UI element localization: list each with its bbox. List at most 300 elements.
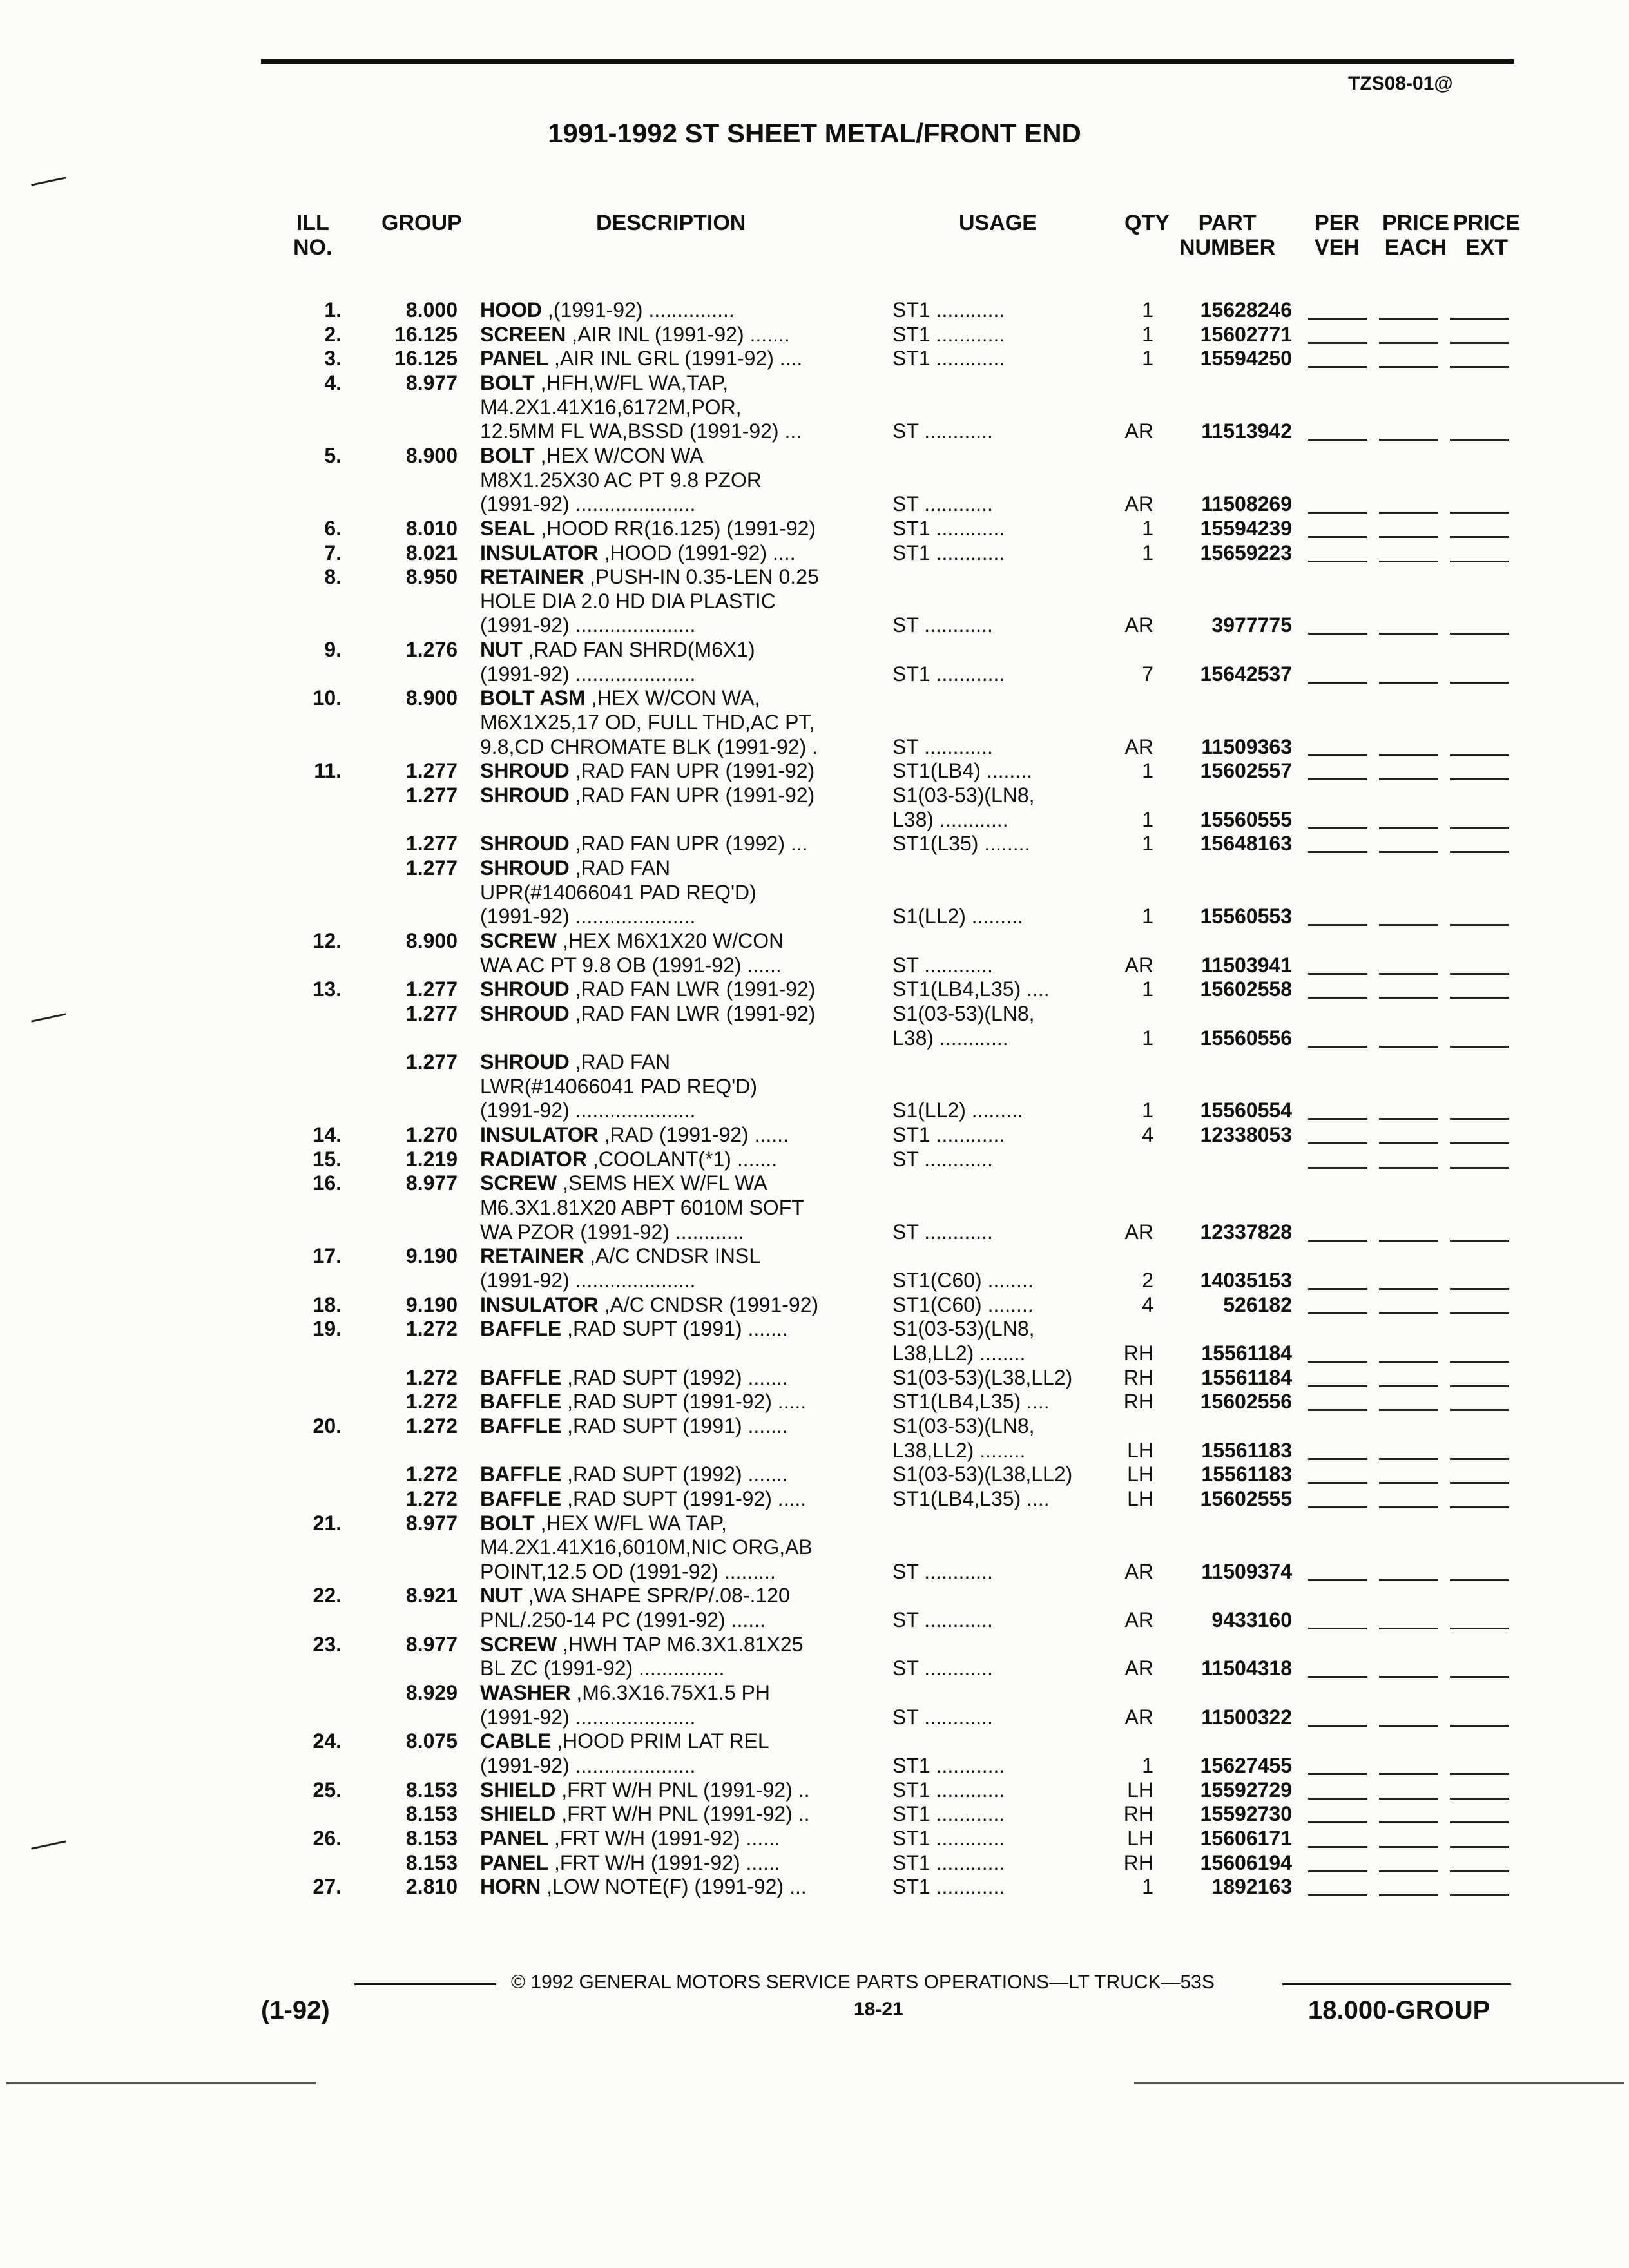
table-row <box>0 323 1629 347</box>
quantity: AR <box>1124 1657 1153 1680</box>
group-number: 16.125 <box>394 322 458 346</box>
price-each-blank <box>1379 997 1438 999</box>
ill-number: 13. <box>313 977 342 1001</box>
price-blanks <box>1308 298 1514 322</box>
group-number: 8.900 <box>405 686 458 710</box>
part-number: 11513942 <box>1201 419 1292 443</box>
price-each-blank <box>1379 1846 1438 1848</box>
description <box>480 444 704 468</box>
part-name: BOLT <box>480 370 535 394</box>
ill-number: 21. <box>313 1511 342 1535</box>
price-ext-blank <box>1450 827 1509 829</box>
part-name: RADIATOR <box>480 1147 587 1171</box>
price-each-blank <box>1379 1288 1438 1290</box>
table-row <box>0 1196 1629 1220</box>
per-veh-blank <box>1308 1798 1367 1800</box>
part-name: NUT <box>480 638 523 662</box>
table-row <box>0 590 1629 613</box>
table-row <box>0 347 1629 370</box>
price-blanks <box>1308 1802 1514 1826</box>
quantity: AR <box>1124 1705 1153 1729</box>
group-number: 1.272 <box>405 1486 458 1510</box>
group-number: 16.125 <box>394 347 458 370</box>
price-each-blank <box>1379 1458 1438 1460</box>
table-row <box>0 1220 1629 1244</box>
price-each-blank <box>1379 682 1438 684</box>
per-veh-blank <box>1308 1482 1367 1484</box>
per-veh-blank <box>1308 1361 1367 1363</box>
usage: ST1 ............ <box>892 1754 1005 1777</box>
part-name: BAFFLE <box>480 1463 562 1486</box>
group-number: 8.153 <box>405 1850 458 1874</box>
part-name: BAFFLE <box>480 1365 562 1389</box>
usage: ST ............ <box>892 1608 993 1632</box>
table-row <box>0 1002 1629 1026</box>
description <box>480 929 784 953</box>
price-blanks <box>1308 1026 1514 1050</box>
usage: L38) ............ <box>892 807 1008 831</box>
description <box>480 1851 780 1875</box>
quantity: 1 <box>1142 1099 1153 1122</box>
price-ext-blank <box>1450 1361 1509 1363</box>
part-number: 15602558 <box>1200 977 1292 1001</box>
description <box>480 1827 780 1850</box>
table-row <box>0 565 1629 589</box>
description-detail: (1991-92) ..................... <box>480 492 696 516</box>
group-number: 8.977 <box>405 370 458 394</box>
part-number: 11509363 <box>1201 735 1292 758</box>
part-number: 3977775 <box>1211 613 1292 637</box>
price-each-blank <box>1379 778 1438 780</box>
usage: ST1(LB4,L35) .... <box>892 977 1050 1001</box>
part-name: PANEL <box>480 347 549 370</box>
part-number: 9433160 <box>1211 1608 1292 1632</box>
quantity: RH <box>1123 1341 1153 1365</box>
table-row <box>0 1269 1629 1293</box>
description <box>480 1317 788 1341</box>
description <box>480 1075 757 1099</box>
description-detail: ,HEX M6X1X20 W/CON <box>557 928 784 952</box>
price-ext-blank <box>1450 1725 1509 1727</box>
header-per-veh: PER VEH <box>1315 211 1360 260</box>
price-blanks <box>1308 735 1514 759</box>
description-detail: WA PZOR (1991-92) ............ <box>480 1220 744 1244</box>
table-row <box>0 1463 1629 1486</box>
description-detail: ,HOOD RR(16.125) (1991-92) <box>535 516 816 540</box>
description-detail: ,HFH,W/FL WA,TAP, <box>534 370 729 394</box>
price-blanks <box>1308 1123 1514 1147</box>
part-number: 11504318 <box>1201 1657 1292 1680</box>
part-number: 15602557 <box>1200 759 1292 783</box>
price-ext-blank <box>1450 536 1509 538</box>
description-detail: ,AIR INL GRL (1991-92) .... <box>548 347 803 370</box>
table-row <box>0 1608 1629 1632</box>
part-name: SHIELD <box>480 1802 556 1826</box>
top-rule <box>261 59 1514 64</box>
group-number: 8.900 <box>405 443 458 467</box>
price-blanks <box>1308 808 1514 832</box>
part-name: INSULATOR <box>480 1123 599 1147</box>
description <box>480 1099 695 1122</box>
part-name: SCREW <box>480 1171 557 1195</box>
description-detail: M6.3X1.81X20 ABPT 6010M SOFT <box>480 1196 804 1220</box>
description-detail: 9.8,CD CHROMATE BLK (1991-92) . <box>480 735 818 758</box>
table-row <box>0 1875 1629 1899</box>
part-number: 15594250 <box>1200 347 1292 370</box>
price-each-blank <box>1379 512 1438 514</box>
price-each-blank <box>1379 1312 1438 1314</box>
part-name: BAFFLE <box>480 1317 562 1341</box>
ill-number: 18. <box>313 1293 342 1316</box>
description <box>480 638 755 662</box>
description-detail: ,A/C CNDSR (1991-92) <box>598 1293 819 1316</box>
description-detail: UPR(#14066041 PAD REQ'D) <box>480 880 757 904</box>
table-row <box>0 541 1629 565</box>
price-blanks <box>1308 1706 1514 1729</box>
description-detail: HOLE DIA 2.0 HD DIA PLASTIC <box>480 589 776 613</box>
description <box>480 541 796 565</box>
table-row <box>0 1584 1629 1608</box>
group-number: 8.921 <box>405 1584 458 1608</box>
usage: S1(03-53)(LN8, <box>892 1001 1035 1025</box>
description-detail: ,RAD FAN LWR (1991-92) <box>569 977 816 1001</box>
group-number: 1.276 <box>405 638 458 662</box>
group-number: 1.277 <box>405 856 458 879</box>
usage: ST1 ............ <box>892 662 1005 686</box>
usage: ST ............ <box>892 492 993 516</box>
usage: ST1(C60) ........ <box>892 1269 1034 1292</box>
group-number: 1.272 <box>405 1463 458 1486</box>
price-blanks <box>1308 323 1514 347</box>
quantity: 1 <box>1142 541 1153 564</box>
table-row <box>0 711 1629 735</box>
usage: S1(LL2) ......... <box>892 905 1023 928</box>
quantity: LH <box>1127 1826 1153 1850</box>
table-row <box>0 1341 1629 1365</box>
table-row <box>0 1414 1629 1438</box>
group-number: 18.000-GROUP <box>1308 1996 1490 2024</box>
group-number: 8.010 <box>405 516 458 540</box>
group-number: 1.270 <box>405 1123 458 1147</box>
usage: ST1 ............ <box>892 516 1005 540</box>
quantity: LH <box>1127 1438 1153 1462</box>
per-veh-blank <box>1308 682 1367 684</box>
table-row <box>0 1317 1629 1341</box>
description <box>480 347 802 370</box>
price-blanks <box>1308 1560 1514 1584</box>
description-detail: (1991-92) ..................... <box>480 613 696 637</box>
usage: ST1 ............ <box>892 1123 1005 1147</box>
description-detail: ,HOOD (1991-92) .... <box>598 541 796 564</box>
ill-number: 10. <box>313 686 342 710</box>
ill-number: 23. <box>313 1632 342 1656</box>
group-number: 8.977 <box>405 1632 458 1656</box>
description <box>480 1778 810 1802</box>
ill-number: 17. <box>313 1244 342 1268</box>
price-each-blank <box>1379 366 1438 368</box>
description <box>480 1269 695 1293</box>
table-row <box>0 613 1629 637</box>
usage: ST1 ............ <box>892 1778 1005 1802</box>
ill-number: 25. <box>313 1778 342 1802</box>
price-ext-blank <box>1450 342 1509 344</box>
price-blanks <box>1308 1608 1514 1632</box>
quantity: AR <box>1124 953 1153 977</box>
price-each-blank <box>1379 1870 1438 1872</box>
description-detail: ,RAD FAN SHRD(M6X1) <box>522 638 755 662</box>
description <box>480 1706 695 1729</box>
price-each-blank <box>1379 1628 1438 1629</box>
ill-number: 9. <box>324 638 342 662</box>
table-row <box>0 468 1629 492</box>
group-number: 8.977 <box>405 1171 458 1195</box>
part-name: BOLT <box>480 443 535 467</box>
description <box>480 1608 766 1632</box>
usage: L38,LL2) ........ <box>892 1438 1026 1462</box>
usage: S1(LL2) ......... <box>892 1099 1023 1122</box>
table-row <box>0 856 1629 880</box>
quantity: 1 <box>1142 832 1153 856</box>
description-detail: ,COOLANT(*1) ....... <box>586 1147 778 1171</box>
quantity: RH <box>1123 1802 1153 1826</box>
header-price-each: PRICE EACH <box>1382 211 1449 260</box>
table-row <box>0 1293 1629 1317</box>
per-veh-blank <box>1308 536 1367 538</box>
usage: ST1 ............ <box>892 1802 1005 1826</box>
price-each-blank <box>1379 1409 1438 1411</box>
price-ext-blank <box>1450 682 1509 684</box>
description-detail: ,RAD FAN UPR (1991-92) <box>569 783 815 807</box>
part-number: 12338053 <box>1200 1123 1292 1147</box>
description-detail: M4.2X1.41X16,6172M,POR, <box>480 395 742 419</box>
ill-number: 12. <box>313 928 342 952</box>
footer-rule-left <box>354 1983 496 1985</box>
usage: ST ............ <box>892 953 993 977</box>
price-each-blank <box>1379 1579 1438 1581</box>
usage: ST1(LB4,L35) .... <box>892 1390 1050 1414</box>
description-detail: ,RAD FAN <box>569 1050 671 1074</box>
ill-number: 4. <box>324 370 342 394</box>
description <box>480 565 819 589</box>
group-number: 2.810 <box>405 1875 458 1899</box>
price-each-blank <box>1379 827 1438 829</box>
usage: ST ............ <box>892 735 993 758</box>
price-blanks <box>1308 759 1514 783</box>
part-name: BOLT ASM <box>480 686 586 710</box>
price-each-blank <box>1379 754 1438 756</box>
price-blanks <box>1308 1657 1514 1680</box>
description <box>480 954 782 977</box>
per-veh-blank <box>1308 1118 1367 1120</box>
part-number: 1892163 <box>1211 1875 1292 1899</box>
usage: ST1(L35) ........ <box>892 832 1030 856</box>
part-name: INSULATOR <box>480 1293 599 1316</box>
group-number: 8.900 <box>405 928 458 952</box>
price-blanks <box>1308 977 1514 1001</box>
price-blanks <box>1308 1148 1514 1171</box>
table-row <box>0 1244 1629 1268</box>
price-blanks <box>1308 1269 1514 1293</box>
price-blanks <box>1308 541 1514 565</box>
part-name: BAFFLE <box>480 1390 562 1414</box>
table-row <box>0 1851 1629 1875</box>
part-number: 15560553 <box>1200 905 1292 928</box>
per-veh-blank <box>1308 1385 1367 1387</box>
description-detail: 12.5MM FL WA,BSSD (1991-92) ... <box>480 419 802 443</box>
price-ext-blank <box>1450 1506 1509 1508</box>
price-each-blank <box>1379 1240 1438 1242</box>
group-number: 1.219 <box>405 1147 458 1171</box>
price-each-blank <box>1379 1798 1438 1800</box>
group-number: 9.190 <box>405 1293 458 1316</box>
part-number: 15560554 <box>1200 1099 1292 1122</box>
price-each-blank <box>1379 1046 1438 1048</box>
price-ext-blank <box>1450 561 1509 562</box>
description-detail: ,HOOD PRIM LAT REL <box>551 1729 769 1753</box>
description-detail: (1991-92) ..................... <box>480 905 696 928</box>
part-name: SHROUD <box>480 1050 570 1074</box>
table-row <box>0 638 1629 662</box>
description <box>480 1487 806 1511</box>
table-row <box>0 783 1629 807</box>
description-detail: (1991-92) ..................... <box>480 1269 696 1292</box>
usage: ST1(C60) ........ <box>892 1293 1034 1316</box>
part-number: 15561184 <box>1201 1365 1292 1389</box>
description <box>480 1244 760 1268</box>
per-veh-blank <box>1308 1046 1367 1048</box>
description-detail: ,M6.3X16.75X1.5 PH <box>570 1681 770 1705</box>
group-number: 1.277 <box>405 1001 458 1025</box>
ill-number: 1. <box>324 298 342 322</box>
price-blanks <box>1308 1099 1514 1122</box>
description <box>480 1560 776 1584</box>
per-veh-blank <box>1308 851 1367 853</box>
group-number: 1.272 <box>405 1390 458 1414</box>
table-row <box>0 832 1629 856</box>
table-row <box>0 1148 1629 1171</box>
usage: L38,LL2) ........ <box>892 1341 1026 1365</box>
per-veh-blank <box>1308 633 1367 635</box>
document-code: TZS08-01@ <box>1348 73 1453 94</box>
description-detail: (1991-92) ..................... <box>480 662 696 686</box>
description <box>480 1196 804 1220</box>
ill-number: 5. <box>324 443 342 467</box>
quantity: AR <box>1124 735 1153 758</box>
per-veh-blank <box>1308 1821 1367 1823</box>
part-number: 15602556 <box>1200 1390 1292 1414</box>
usage: S1(03-53)(LN8, <box>892 1317 1035 1341</box>
table-row <box>0 1729 1629 1753</box>
usage: L38) ............ <box>892 1026 1008 1050</box>
price-each-blank <box>1379 973 1438 975</box>
group-number: 8.950 <box>405 565 458 589</box>
price-blanks <box>1308 954 1514 977</box>
table-row <box>0 1026 1629 1050</box>
usage: ST1(LB4) ........ <box>892 759 1032 783</box>
usage: ST1 ............ <box>892 1826 1005 1850</box>
group-number: 1.277 <box>405 1050 458 1074</box>
price-each-blank <box>1379 342 1438 344</box>
description-detail: ,HEX W/CON WA <box>534 443 704 467</box>
price-ext-blank <box>1450 1288 1509 1290</box>
description <box>480 1681 770 1705</box>
description <box>480 1633 804 1657</box>
description <box>480 977 815 1001</box>
description-detail: (1991-92) ..................... <box>480 1099 696 1122</box>
part-name: PANEL <box>480 1826 549 1850</box>
quantity: RH <box>1123 1390 1153 1414</box>
part-number: 15561183 <box>1201 1463 1292 1486</box>
usage: S1(03-53)(L38,LL2) <box>892 1365 1073 1389</box>
part-name: BAFFLE <box>480 1414 562 1437</box>
per-veh-blank <box>1308 318 1367 320</box>
price-each-blank <box>1379 851 1438 853</box>
price-blanks <box>1308 1293 1514 1317</box>
price-blanks <box>1308 1366 1514 1390</box>
description <box>480 759 815 783</box>
description <box>480 1390 806 1414</box>
ill-number: 11. <box>314 759 342 783</box>
group-number: 8.075 <box>405 1729 458 1753</box>
group-number: 1.277 <box>405 759 458 783</box>
price-blanks <box>1308 1851 1514 1875</box>
price-each-blank <box>1379 1821 1438 1823</box>
part-name: SHROUD <box>480 783 570 807</box>
part-name: CABLE <box>480 1729 552 1753</box>
description-detail: ,RAD FAN LWR (1991-92) <box>569 1001 816 1025</box>
description <box>480 1584 790 1608</box>
price-blanks <box>1308 1778 1514 1802</box>
price-blanks <box>1308 905 1514 928</box>
ill-number: 26. <box>313 1826 342 1850</box>
price-ext-blank <box>1450 1628 1509 1629</box>
ill-number: 7. <box>324 541 342 564</box>
price-blanks <box>1308 419 1514 443</box>
description-detail: PNL/.250-14 PC (1991-92) ...... <box>480 1608 766 1632</box>
table-row <box>0 1390 1629 1414</box>
part-name: SHROUD <box>480 759 570 783</box>
part-name: HORN <box>480 1875 541 1899</box>
description-detail: ,HEX W/CON WA, <box>585 686 760 710</box>
description-detail: LWR(#14066041 PAD REQ'D) <box>480 1074 757 1098</box>
description <box>480 1414 788 1438</box>
description-detail: ,RAD SUPT (1991) ....... <box>561 1317 788 1341</box>
price-ext-blank <box>1450 366 1509 368</box>
price-each-blank <box>1379 1506 1438 1508</box>
footer-rule-right <box>1282 1983 1511 1985</box>
price-ext-blank <box>1450 512 1509 514</box>
price-ext-blank <box>1450 1458 1509 1460</box>
price-each-blank <box>1379 1482 1438 1484</box>
table-row <box>0 686 1629 710</box>
header-group: GROUP <box>381 211 462 235</box>
quantity: 1 <box>1142 759 1153 783</box>
per-veh-blank <box>1308 1579 1367 1581</box>
usage: ST ............ <box>892 1220 993 1244</box>
description <box>480 517 816 541</box>
table-row <box>0 1754 1629 1778</box>
part-name: BAFFLE <box>480 1486 562 1510</box>
description-detail: ,FRT W/H (1991-92) ...... <box>548 1850 780 1874</box>
table-row <box>0 419 1629 443</box>
description <box>480 856 670 880</box>
price-ext-blank <box>1450 1894 1509 1896</box>
table-row <box>0 1123 1629 1147</box>
price-ext-blank <box>1450 973 1509 975</box>
per-veh-blank <box>1308 1312 1367 1314</box>
usage: ST ............ <box>892 1657 993 1680</box>
table-row <box>0 1487 1629 1511</box>
